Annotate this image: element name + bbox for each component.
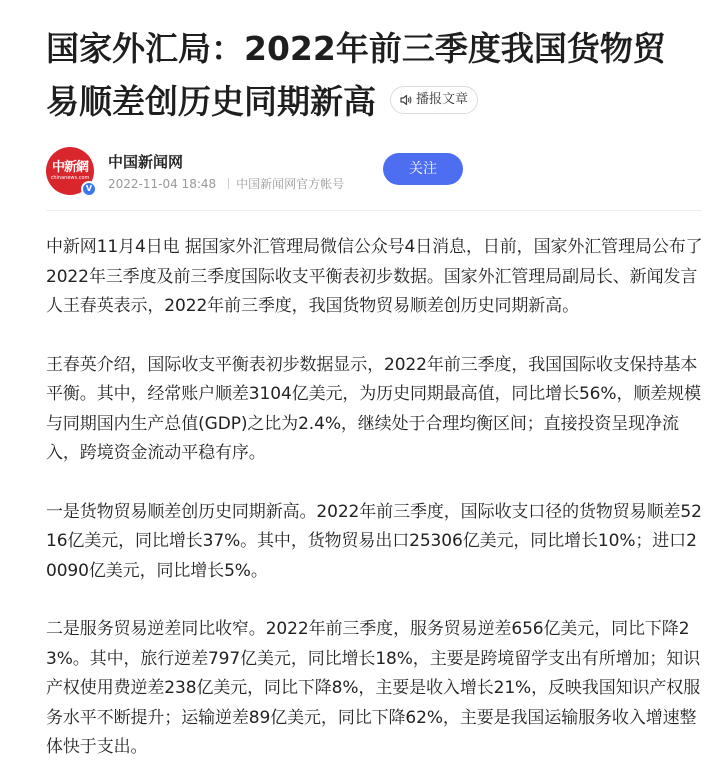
article-paragraph: 王春英介绍，国际收支平衡表初步数据显示，2022年前三季度，我国国际收支保持基本平衡。其中，经常账户顺差3104亿美元，为历史同期最高值，同比增长56%，顺差规模与同期国内生产总值(GDP)之比为2.4%，继续处于合理均衡区间；直接投资呈现净流入，跨境资金流动平稳有序。 [46,354,701,463]
article-title [46,22,686,128]
author-info [46,147,686,195]
listen-article-button[interactable] [390,86,478,114]
article-title-text: 国家外汇局：2022年前三季度我国货物贸易顺差创历史同期新高 [46,29,666,121]
article-paragraph: 中新网11月4日电 据国家外汇管理局微信公众号4日消息，日前，国家外汇管理局公布了2022年三季度及前三季度国际收支平衡表初步数据。国家外汇管理局副局长、新闻发言人王春英表示，2022年前三季度，我国货物贸易顺差创历史同期新高。 [46,237,703,316]
author-meta [108,175,344,192]
article-paragraph: 一是货物贸易顺差创历史同期新高。2022年前三季度，国际收支口径的货物贸易顺差5216亿美元，同比增长37%。其中，货物贸易出口25306亿美元，同比增长10%；进口20090亿美元，同比增长5%。 [46,501,702,581]
article-paragraph: 二是服务贸易逆差同比收窄。2022年前三季度，服务贸易逆差656亿美元，同比下降23%。其中，旅行逆差797亿美元，同比增长18%，主要是跨境留学支出有所增加；知识产权使用费逆差238亿美元，同比下降8%，主要是收入增长21%，反映我国知识产权服务水平不断提升；运输逆差89亿美元，同比下降62%，主要是我国运输服务收入增速整体快于支出。 [46,619,701,757]
avatar[interactable] [46,147,94,195]
header-divider [46,210,702,211]
article-body [46,233,706,771]
verified-v-icon: V [81,181,97,197]
listen-article-label: 播报文章 [416,91,469,107]
meta-divider [228,178,229,189]
author-name[interactable]: 中国新闻网 [108,153,184,171]
avatar-logo-text: 中新網 [51,160,88,175]
speaker-icon [399,93,413,107]
publish-date: 2022-11-04 18:48 [108,177,217,191]
follow-button[interactable]: 关注 [383,153,463,185]
account-description: 中国新闻网官方帐号 [236,177,345,191]
avatar-logo-subtext: chinanews.com [50,175,90,181]
